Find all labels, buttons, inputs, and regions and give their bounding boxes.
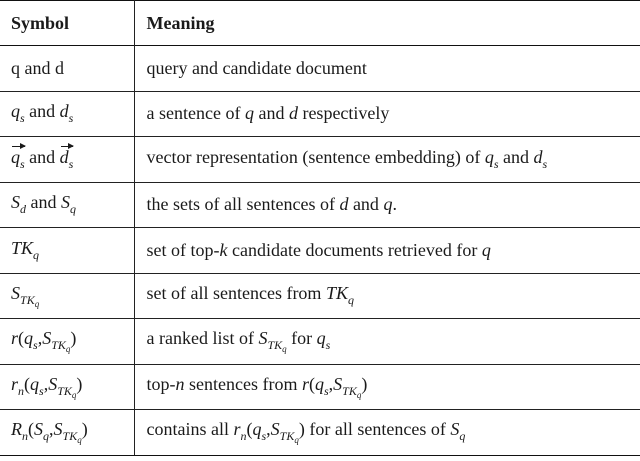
symbol-cell: $R_n(S_q,S_{TK_q})$ (0, 410, 134, 456)
symbol-cell: $q_s$ and $d_s$ (0, 91, 134, 137)
meaning-cell: set of all sentences from $TK_q$ (134, 273, 640, 319)
table-row (0, 91, 640, 137)
vector-arrow: $d_s$ (59, 146, 74, 171)
symbol-cell: $r(q_s,S_{TK_q})$ (0, 319, 134, 365)
symbol-cell: $S_{TK_q}$ (0, 273, 134, 319)
table-row (0, 182, 640, 228)
table-row (0, 46, 640, 92)
vector-arrow: $q_s$ (11, 146, 25, 171)
header-symbol: Symbol (0, 1, 134, 46)
symbol-cell: $r_n(q_s,S_{TK_q})$ (0, 364, 134, 410)
meaning-cell: top-n sentences from $r(q_s,S_{TK_q})$ (134, 364, 640, 410)
header-row (0, 1, 640, 46)
meaning-cell: a ranked list of $S_{TK_q}$ for $q_s$ (134, 319, 640, 365)
meaning-cell: contains all $r_n(q_s,S_{TK_q})$ for all sentences of $S_q$ (134, 410, 640, 456)
symbol-cell: $S_d$ and $S_q$ (0, 182, 134, 228)
table-row (0, 137, 640, 183)
symbol-cell: $TK_q$ (0, 228, 134, 274)
table-row (0, 228, 640, 274)
header-meaning: Meaning (134, 1, 640, 46)
table-row (0, 319, 640, 365)
meaning-cell: the sets of all sentences of d and q. (134, 182, 640, 228)
symbol-cell: q and d (0, 46, 134, 92)
table-row (0, 410, 640, 456)
meaning-cell: vector representation (sentence embedding) of $q_s$ and $d_s$ (134, 137, 640, 183)
meaning-cell: query and candidate document (134, 46, 640, 92)
table-row (0, 273, 640, 319)
meaning-cell: a sentence of q and d respectively (134, 91, 640, 137)
symbol-cell: $q_s$ and $d_s$ (0, 137, 134, 183)
table-row (0, 364, 640, 410)
meaning-cell: set of top-k candidate documents retrieved for q (134, 228, 640, 274)
